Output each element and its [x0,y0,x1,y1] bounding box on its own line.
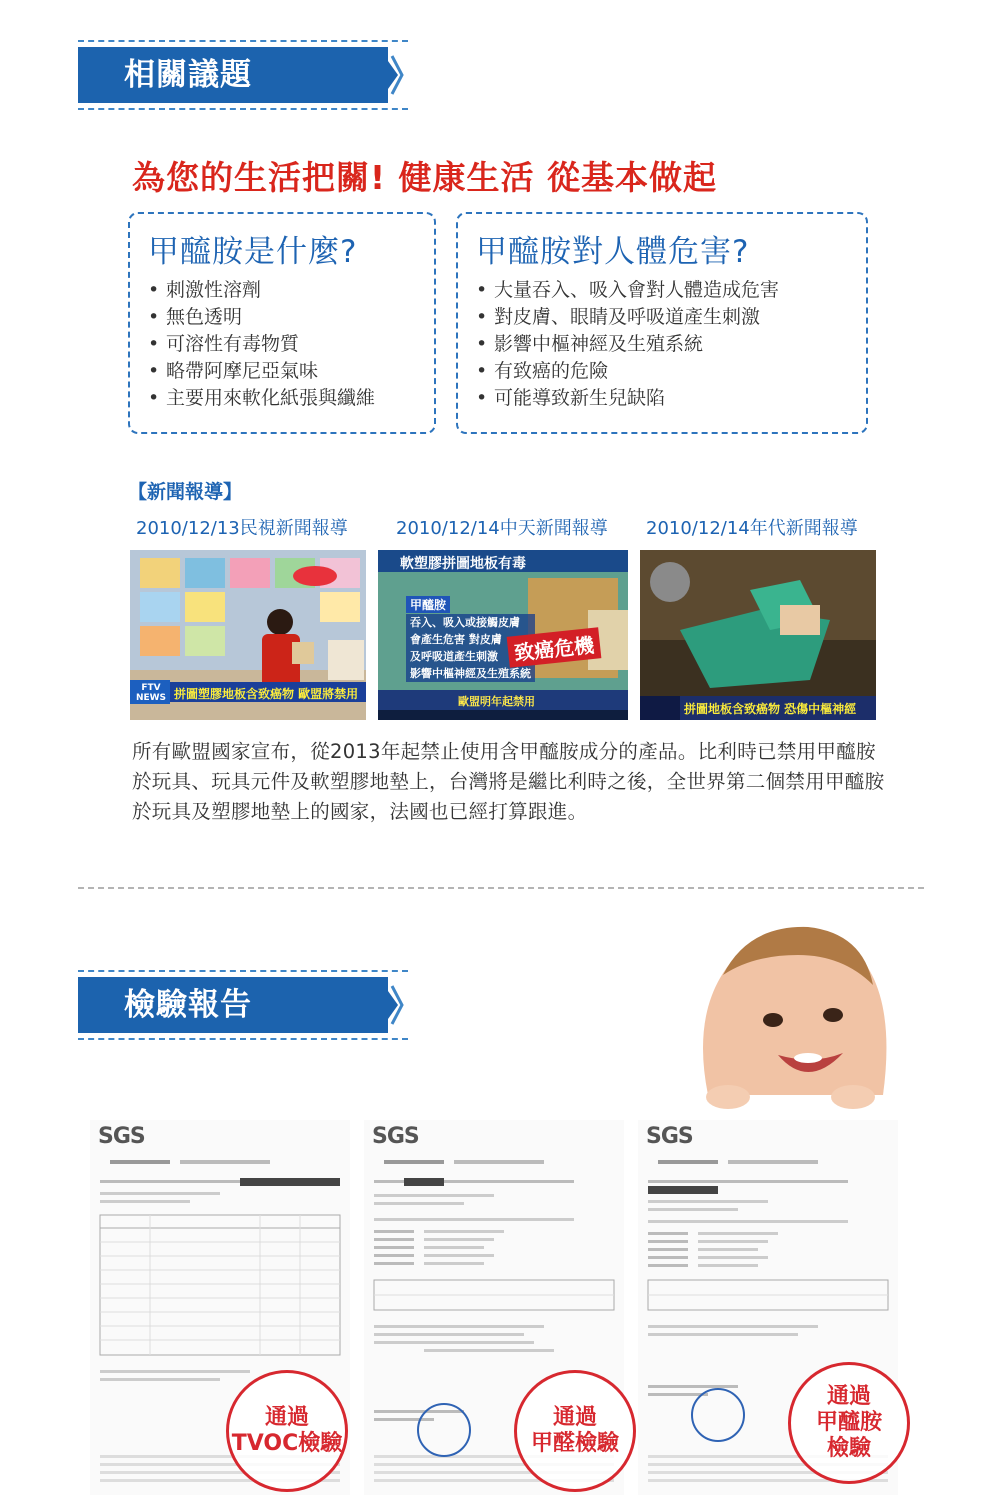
sgs-logo: SGS [372,1124,419,1149]
list-item: • 大量吞入、吸入會對人體造成危害 [476,277,848,304]
bullet-list [476,277,848,412]
stamp-line: 檢驗 [826,1436,871,1461]
box-title: 甲醯胺對人體危害? [476,234,750,270]
list-item: • 主要用來軟化紙張與纖維 [148,385,416,412]
news-caption: 2010/12/13民視新聞報導 [136,518,348,539]
eu-ban-paragraph: 所有歐盟國家宣布，從2013年起禁止使用含甲醯胺成分的產品。比利時已禁用甲醯胺於玩具、玩具元件及軟塑膠地墊上，台灣將是繼比利時之後，全世界第二個禁用甲醯胺於玩具及塑膠地墊上的國家，法國也已經打算跟進。 [132,740,885,823]
news-ticker: 拼圖塑膠地板含致癌物 歐盟將禁用 [174,687,359,701]
news-screenshot-ftv [130,550,366,720]
stamp-line: 通過 [826,1384,871,1409]
stamp-line: TVOC檢驗 [231,1431,343,1456]
news-chip: 甲醯胺 [406,596,450,613]
section-title: 相關議題 [124,57,252,93]
stamp-line: 通過 [264,1405,309,1430]
sgs-logo: SGS [98,1124,145,1149]
baby-image [668,915,908,1120]
news-line: 及呼吸道產生刺激 [410,650,498,663]
stamp-line: 通過 [552,1405,597,1430]
list-item: • 刺激性溶劑 [148,277,416,304]
news-headline: 軟塑膠拼圖地板有毒 [400,556,526,572]
news-ticker: 拼圖地板含致癌物 恐傷中樞神經 [684,702,857,716]
list-item: • 有致癌的危險 [476,358,848,385]
news-line: 會產生危害 對皮膚 [410,633,502,646]
channel-logo: FTV NEWS [135,683,167,703]
stamp-line: 甲醛檢驗 [530,1431,619,1456]
news-badge: 致癌危機 [507,627,602,667]
news-screenshot-ctitv [378,550,628,720]
list-item: • 對皮膚、眼睛及呼吸道產生刺激 [476,304,848,331]
headline: 為您的生活把關! 健康生活 從基本做起 [132,158,718,197]
news-screenshot-era [640,550,876,720]
list-item: • 無色透明 [148,304,416,331]
list-item: • 可溶性有毒物質 [148,331,416,358]
news-caption: 2010/12/14年代新聞報導 [646,518,858,539]
news-line: 吞入、吸入或接觸皮膚 [410,616,520,629]
section-banner-related [78,36,408,114]
box-title: 甲醯胺是什麼? [148,234,358,270]
news-ticker: 歐盟明年起禁用 [458,695,535,708]
pass-stamp-formaldehyde [514,1370,636,1492]
bullet-list [148,277,416,412]
list-item: • 可能導致新生兒缺陷 [476,385,848,412]
pass-stamp-tvoc [226,1370,348,1492]
news-line: 影響中樞神經及生殖系統 [410,667,531,680]
info-box-harm [456,212,868,434]
section-banner-reports [78,966,408,1044]
section-title: 檢驗報告 [124,987,252,1023]
news-caption: 2010/12/14中天新聞報導 [396,518,608,539]
stamp-line: 甲醯胺 [815,1410,882,1435]
list-item: • 影響中樞神經及生殖系統 [476,331,848,358]
news-label: 【新聞報導】 [128,481,243,503]
sgs-logo: SGS [646,1124,693,1149]
list-item: • 略帶阿摩尼亞氣味 [148,358,416,385]
divider [78,887,924,889]
info-box-what [128,212,436,434]
pass-stamp-formamide [788,1362,910,1484]
